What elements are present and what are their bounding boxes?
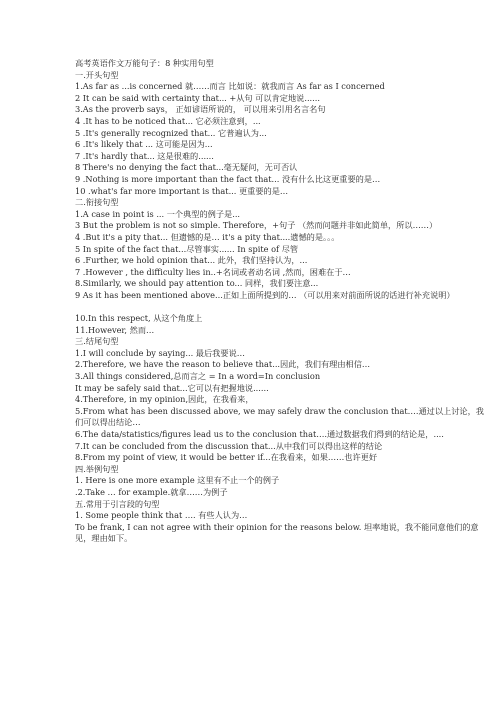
text-line: 6.The data/statistics/figures lead us to the conclusion that….通过数据我们得到的结论是，.... [75,429,444,439]
text-line: 3 But the problem is not so simple. Therefore，+句子 （然而问题并非如此简单，所以……） [75,220,438,231]
section-heading: 一.开头句型 [75,69,119,80]
section-heading: 四.举例句型 [75,463,119,474]
text-line: 1.As far as ...is concerned 就……而言 比如说：就我而言 As far as I concerned [75,81,385,92]
text-line: 7.It can be concluded from the discussion that...从中我们可以得出这样的结论 [75,440,383,451]
text-line: 8.From my point of view, it would be better if...在我看来，如果……也许更好 [75,452,378,463]
text-line: 1.A case in point is ... 一个典型的例子是... [75,208,241,219]
document-page [75,58,487,545]
text-line: 11.However, 然而… [75,324,155,335]
section-heading: 五.常用于引言段的句型 [75,498,160,509]
text-line: 1.I will conclude by saying... 最后我要说… [75,347,245,358]
text-line: 10 .what's far more important is that... 更重要的是… [75,185,289,196]
text-line: 3.As the proverb says， 正如谚语所说的， 可以用来引用名言名句 [75,104,326,115]
text-line: 7 .It's hardly that... 这是很难的...... [75,150,214,161]
text-line: To be frank, I can not agree with their opinion for the reasons below. 坦率地说，我不能同意他们的意见，理由如下。 [75,521,479,544]
text-line: 2.Therefore, we have the reason to believe that...因此，我们有理由相信… [75,359,371,370]
text-line: 4 .It has to be noticed that... 它必须注意到，... [75,115,261,126]
text-line: 9 As it has been mentioned above...正如上面所提到的… （可以用来对前面所说的话进行补充说明） [75,289,455,300]
text-line: 4 .But it's a pity that... 但遗憾的是… it's a pity that....遗憾的是。。。 [75,231,340,242]
text-line: 8 There's no denying the fact that...毫无疑问，无可否认 [75,162,298,173]
document-title: 高考英语作文万能句子：8 种实用句型 [75,58,214,68]
blank-line [75,301,487,313]
text-line: 10.In this respect, 从这个角度上 [75,313,203,324]
text-line: 3.All things considered,总而言之 = In a word=In conclusion [75,371,321,382]
text-line: 5 .It's generally recognized that... 它普遍认为... [75,127,267,138]
text-line: 6 .It's likely that ... 这可能是因为... [75,139,213,150]
text-line: 2 It can be said with certainty that... +从句 可以肯定地说...... [75,92,320,103]
text-line: It may be safely said that...它可以有把握地说...... [75,382,269,393]
text-line: 8.Similarly, we should pay attention to... 同样，我们要注意... [75,278,319,289]
text-line: 1. Here is one more example 这里有不止一个的例子 [75,475,280,486]
section-heading: 二.衔接句型 [75,197,119,208]
text-line: 4.Therefore, in my opinion,因此，在我看来， [75,394,254,405]
text-line: 5.From what has been discussed above, we may safely draw the conclusion that….通过以上讨论，我们可以得出结论… [75,405,484,428]
section-heading: 三.结尾句型 [75,336,119,347]
text-line: 1. Some people think that …. 有些人认为… [75,510,248,521]
text-line: 9 .Nothing is more important than the fact that... 没有什么比这更重要的是… [75,173,381,184]
text-line: 5 In spite of the fact that...尽管事实...... In spite of 尽管 [75,243,299,254]
text-line: 7 .However , the difficulty lies in..+名词或者动名词 ,然而，困难在于… [75,266,351,277]
text-line: .2.Take … for example.就拿……为例子 [75,486,228,497]
text-line: 6 .Further, we hold opinion that... 此外，我们坚持认为，... [75,255,308,266]
